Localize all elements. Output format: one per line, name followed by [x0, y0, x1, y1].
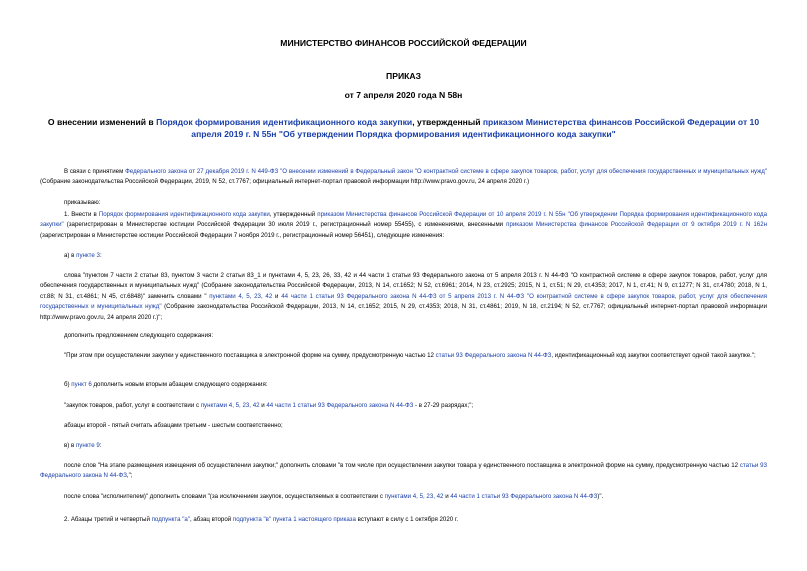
words-2-text: после слов "На этапе размещения извещения об осуществлении закупки;" дополнить словами "в том числе при осуществлении закупки товара у единственного поставщика в электронной форме на сумму, предусмотренную частью 12 [64, 462, 740, 469]
item-1-text: (зарегистрирован в Министерстве юстиции Российской Федерации 7 ноября 2019 г., регистрационный номер 56451), следующие изменения: [40, 231, 445, 239]
quote-2-text: "закупок товаров, работ, услуг в соответствии с [64, 402, 201, 409]
item-1-text: (зарегистрирован в Министерстве юстиции Российской Федерации 30 июля 2019 г., регистрационный номер 55455), с изменениями, внесенными [63, 221, 507, 229]
article-93-link[interactable]: 44 части 1 статьи 93 Федерального закона N 44-ФЗ [266, 402, 414, 409]
words-text: (Собрание законодательства Российской Федерации, 2013, N 14, ст.1652; 2015, N 29, ст.4353; 2018, N 31, ст.4861; 2019, N 18, ст.2194; N 52, ст.7767; официальный интернет-портал правовой информации http://www.pravo.gov.ru, 24 апреля 2020 г.)"; [40, 303, 767, 321]
words-3-paragraph [40, 492, 767, 502]
preamble-text: В связи с принятием [64, 168, 126, 175]
document-date: от 7 апреля 2020 года N 58н [344, 90, 463, 100]
quote-1-text: , идентификационный код закупки соответствует одной такой закупке."; [551, 352, 756, 359]
point-6-link[interactable]: пункт 6 [71, 381, 92, 388]
point-9-link[interactable]: пункте 9 [75, 442, 100, 449]
item-1-text: 1. Внести в [64, 211, 99, 218]
order-word: приказываю: [64, 199, 101, 206]
paragraphs-renumber: абзацы второй - пятый считать абзацами третьим - шестым соответственно; [64, 422, 283, 429]
subpoint-v-link[interactable]: подпункта "в" пункта 1 настоящего приказа [232, 516, 356, 523]
document-subject [40, 116, 767, 140]
words-2-paragraph [40, 461, 767, 482]
quote-2-text: и [259, 402, 267, 409]
article-93-link[interactable]: статьи 93 Федерального закона N 44-ФЗ [40, 462, 767, 480]
points-link[interactable]: пунктами 4, 5, 23, 42 [200, 402, 260, 409]
words-2-text: ,"; [126, 472, 133, 480]
preamble-law-link[interactable]: Федерального закона от 27 декабря 2019 г. N 449-ФЗ "О внесении изменений в Федеральный закон "О контрактной системе в сфере закупок товаров, работ, услуг для обеспечения государственных и муниципальных нужд" [125, 168, 768, 175]
words-3-text: )". [597, 493, 604, 500]
subitem-v-text: : [99, 442, 102, 449]
quote-2-paragraph [40, 401, 767, 411]
quote-2-text: - в 27-29 разрядах;"; [413, 402, 474, 409]
subitem-a-text: а) в [64, 252, 77, 259]
words-3-text: и [443, 493, 451, 500]
law-44-link[interactable]: 44 части 1 статьи 93 Федерального закона N 44-ФЗ от 5 апреля 2013 г. N 44-ФЗ "О контрактной системе в сфере закупок товаров, работ, услуг для обеспечения государственных и муниципальных нужд" [40, 292, 767, 311]
item-2-text: , абзац второй [189, 516, 233, 523]
item-1-text: , утвержденный [269, 211, 318, 218]
item-2-paragraph [40, 515, 767, 525]
subitem-v [40, 441, 767, 451]
point-3-link[interactable]: пункте 3 [76, 252, 100, 259]
preamble-text: (Собрание законодательства Российской Федерации, 2019, N 52, ст.7767; официальный интернет-портал правовой информации http://www.pravo.gov.ru, 24 апреля 2020 г.) [40, 178, 530, 186]
words-text: слова "пунктом 7 части 2 статьи 83, пунктом 3 части 2 статьи 83_1 и пунктами 4, 5, 23, 26, 33, 42 и 44 части 1 статьи 93 Федерального закона от 5 апреля 2013 г. N 44-ФЗ "О контрактной системе в сфере закупок товаров, работ, услуг для обеспечения государственных и муниципальных нужд" (Собрание законодательства Российской Федерации, 2013, N 14, ст.1652; N 52, ст.6961; 2014, N 23, ст.2925; 2015, N 1, ст.51; N 29, ст.4353; 2017, N 1, ст.41; N 9, ст.1277; N 31, ст.4780; 2018, N 1, ст.88; N 31, ст.4861; N 45, ст.6848)" заменить словами " [40, 272, 767, 300]
subject-text: , утвержденный [412, 117, 483, 127]
subitem-a-text: : [99, 252, 102, 259]
item-1-order-162-link[interactable]: приказом Министерства финансов Российской Федерации от 9 октября 2019 г. N 162н [506, 221, 768, 229]
item-2-text: вступают в силу с 1 октября 2020 г. [355, 516, 459, 523]
words-text: и [272, 292, 282, 300]
subitem-b-text: б) [64, 381, 72, 388]
quote-1-text: "При этом при осуществлении закупки у единственного поставщика в электронной форме на сумму, предусмотренную частью 12 [64, 352, 436, 359]
preamble-paragraph [40, 167, 767, 188]
words-replacement-paragraph [40, 271, 767, 323]
item-2-text: 2. Абзацы третий и четвертый [64, 516, 152, 523]
item-1-order-link[interactable]: приказом Министерства финансов Российской Федерации от 10 апреля 2019 г. N 55н "Об утверждении Порядка формирования идентификационного кода закупки" [40, 211, 767, 229]
subject-link-order[interactable]: приказом Министерства финансов Российской Федерации от 10 апреля 2019 г. N 55н "Об утверждении Порядка формирования идентификационного кода закупки" [191, 117, 760, 139]
subitem-v-text: в) в [64, 442, 76, 449]
article-93-link[interactable]: 44 части 1 статьи 93 Федерального закона N 44-ФЗ [450, 493, 598, 500]
supplement-paragraph: дополнить предложением следующего содержания: [64, 332, 214, 339]
item-1-paragraph [40, 210, 767, 241]
subitem-b-text: дополнить новым вторым абзацем следующего содержания: [91, 381, 268, 388]
subject-text: О внесении изменений в [47, 117, 157, 127]
item-1-procedure-link[interactable]: Порядок формирования идентификационного кода закупки [98, 211, 270, 218]
subitem-a [40, 251, 767, 261]
points-link[interactable]: пунктами 4, 5, 23, 42 [209, 292, 273, 300]
ministry-heading: МИНИСТЕРСТВО ФИНАНСОВ РОССИЙСКОЙ ФЕДЕРАЦИИ [280, 38, 527, 48]
quote-1-paragraph [40, 351, 767, 361]
subitem-b [40, 380, 767, 390]
subject-link-procedure[interactable]: Порядок формирования идентификационного кода закупки [156, 117, 413, 127]
document-type-heading: ПРИКАЗ [386, 71, 421, 81]
points-link[interactable]: пунктами 4, 5, 23, 42 [384, 493, 444, 500]
words-3-text: после слова "исполнителем)" дополнить словами "(за исключением закупок, осуществляемых в соответствии с [64, 493, 385, 500]
article-93-link[interactable]: статьи 93 Федерального закона N 44-ФЗ [435, 352, 552, 359]
subpoint-a-link[interactable]: подпункта "а" [151, 516, 190, 523]
